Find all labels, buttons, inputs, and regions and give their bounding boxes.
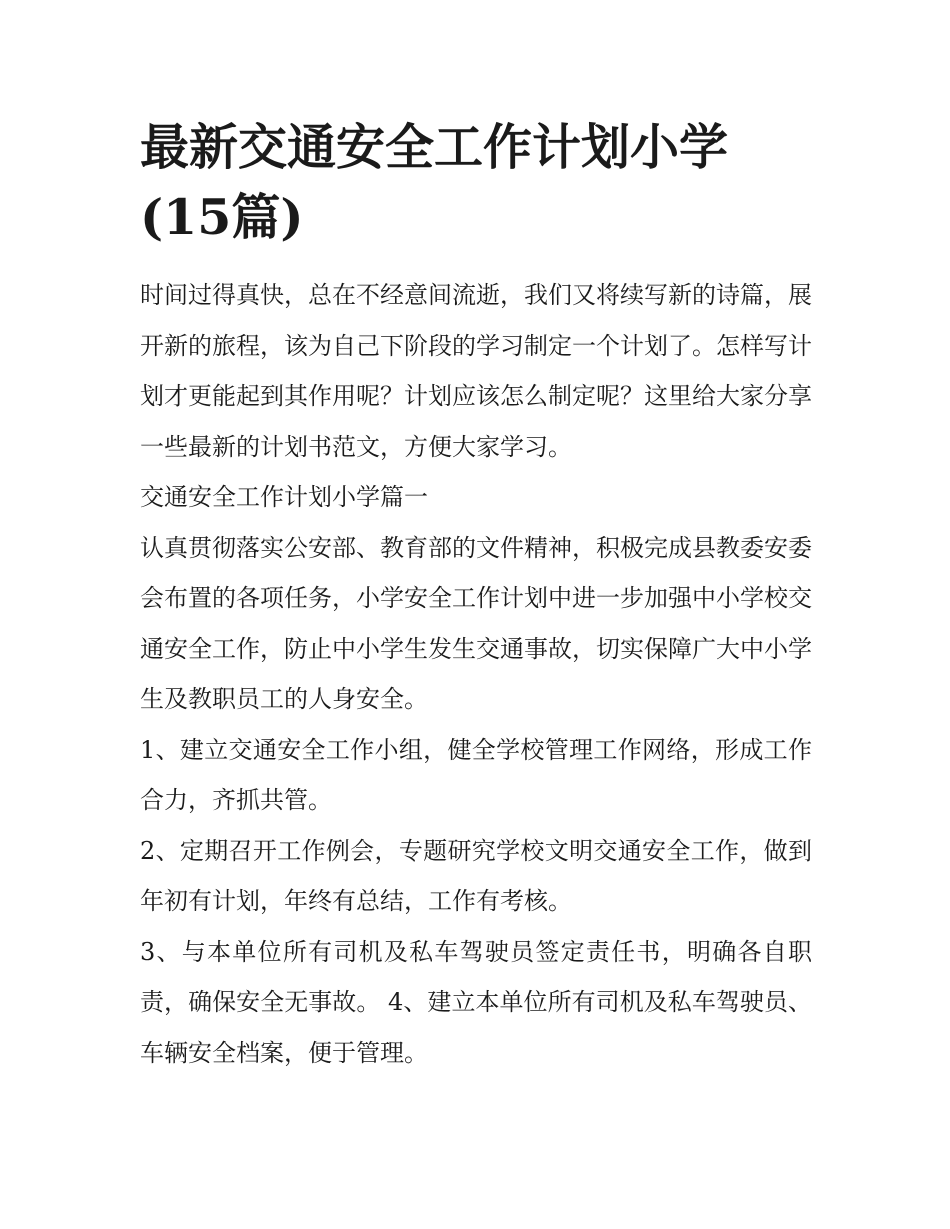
document-title: 最新交通安全工作计划小学(15篇) <box>140 118 729 246</box>
section-heading: 交通安全工作计划小学篇一 <box>140 483 428 511</box>
section-body-paragraph: 认真贯彻落实公安部、教育部的文件精神，积极完成县教委安委会布置的各项任务，小学安全工作计划中进一步加强中小学校交通安全工作，防止中小学生发生交通事故，切实保障广大中小学生及教职员工的人身安全。 <box>140 533 812 713</box>
document-page <box>140 112 812 1078</box>
intro-paragraph: 时间过得真快，总在不经意间流逝，我们又将续写新的诗篇，展开新的旅程，该为自己下阶段的学习制定一个计划了。怎样写计划才更能起到其作用呢？计划应该怎么制定呢？这里给大家分享一些最新的计划书范文，方便大家学习。 <box>140 281 812 461</box>
list-item: 2、定期召开工作例会，专题研究学校文明交通安全工作，做到年初有计划，年终有总结，工作有考核。 <box>140 836 812 915</box>
list-item: 3、与本单位所有司机及私车驾驶员签定责任书，明确各自职责，确保安全无事故。 4、建立本单位所有司机及私车驾驶员、车辆安全档案，便于管理。 <box>140 937 812 1067</box>
list-item: 1、建立交通安全工作小组，健全学校管理工作网络，形成工作合力，齐抓共管。 <box>140 735 812 814</box>
